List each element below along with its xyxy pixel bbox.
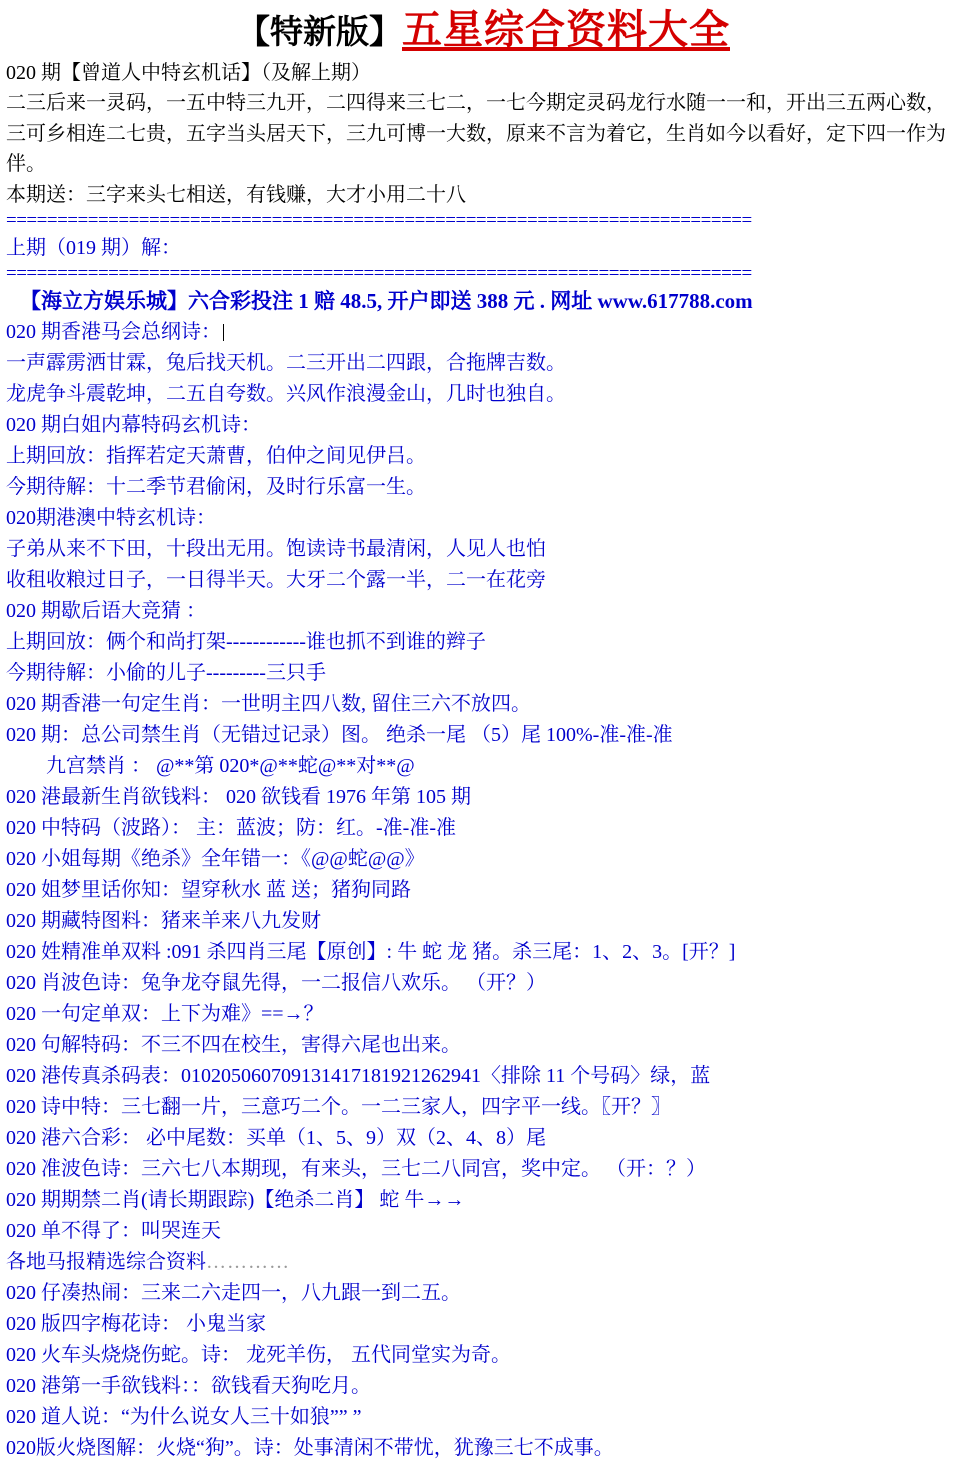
gangao-poem-title: 020期港澳中特玄机诗：: [6, 507, 216, 530]
dotted-filler: …………: [206, 1251, 290, 1274]
hk-general-poem-line-2: 龙虎争斗震乾坤，二五自夸数。兴风作浪漫金山，几时也独自。: [6, 383, 566, 406]
daoist-says: 020 道人说：“为什么说女人三十如狼”” ”: [6, 1406, 362, 1429]
previous-issue-heading: 上期（019 期）解：: [6, 236, 181, 259]
forbidden-two-zodiac: 020 期期禁二肖(请长期跟踪)【绝杀二肖】 蛇 牛→→: [6, 1189, 465, 1212]
poem-special-code: 020 诗中特：三七翻一片，三意巧二个。一二三家人，四字平一线。〖开？〗: [6, 1096, 671, 1119]
baijie-poem-previous: 上期回放：指挥若定天萧曹，伯仲之间见伊吕。: [6, 445, 426, 468]
accurate-wave-poem: 020 准波色诗：三六七八本期现，有来头，三七二八同宫，奖中定。 （开：？）: [6, 1158, 706, 1181]
separator-line-2: =========================================================================: [6, 263, 752, 285]
regional-horse-report-text: 各地马报精选综合资料: [6, 1251, 206, 1274]
promo-text: 【海立方娱乐城】六合彩投注 1 赔 48.5, 开户即送 388 元 . 网址 www.617788.com: [20, 288, 753, 313]
zodiac-wave-color-poem: 020 肖波色诗：兔争龙夺鼠先得，一二报信八欢乐。 （开？）: [6, 972, 546, 995]
main-poem: 二三后来一灵码，一五中特三九开，二四得来三七二，一七今期定灵码龙行水随一一和，开出三五两心数，三可乡相连二七贵，五字当头居天下，三九可博一大数，原来不言为着它，生肖如今以看好，定下四一作为伴。: [6, 92, 946, 176]
xing-odd-even-data: 020 姓精准单双料 :091 杀四肖三尾【原创】: 牛 蛇 龙 猪。杀三尾：1、2、3。[开？]: [6, 941, 736, 964]
zai-join-fun: 020 仔凑热闹：三来二六走四一，八九跟一到二五。: [6, 1282, 461, 1305]
one-sentence-zodiac: 020 期香港一句定生肖：一世明主四八数, 留住三六不放四。: [6, 693, 531, 716]
separator-line-1: =========================================================================: [6, 209, 752, 231]
baijie-poem-title: 020 期白姐内幕特码玄机诗：: [6, 414, 261, 437]
riddle-previous: 上期回放：俩个和尚打架------------谁也抓不到谁的辫子: [6, 631, 486, 654]
train-head-burn-snake: 020 火车头烧烧伤蛇。诗： 龙死羊伤， 五代同堂实为奇。: [6, 1344, 511, 1367]
company-forbidden-zodiac: 020 期：总公司禁生肖（无错过记录）图。 绝杀一尾 （5）尾 100%-准-准-准: [6, 724, 673, 747]
page-title: [6, 4, 961, 58]
title-bracket-text: 【特新版】: [237, 15, 402, 51]
text-cursor: [223, 324, 224, 341]
four-char-plum-poem: 020 版四字梅花诗： 小鬼当家: [6, 1313, 266, 1336]
riddle-current: 今期待解：小偷的儿子---------三只手: [6, 662, 326, 685]
hk-fax-kill-code-table: 020 港传真杀码表：010205060709131417181921262941〈排除 11 个号码〉绿，蓝: [6, 1065, 711, 1088]
xiaojie-kill-zodiac: 020 小姐每期《绝杀》全年错一：《@@蛇@@》: [6, 848, 425, 871]
jie-dream-hint: 020 姐梦里话你知：望穿秋水 蓝 送；猪狗同路: [6, 879, 411, 902]
hk-general-poem-title: [6, 317, 961, 348]
jiugong-forbidden-zodiac-text: 九宫禁肖 ： @**第 020*@**蛇@**对**@: [46, 755, 415, 778]
gangao-poem-line-2: 收租收粮过日子，一日得半天。大牙二个露一半，二一在花旁: [6, 569, 546, 592]
hk-general-poem-line-1: 一声霹雳洒甘霖，兔后找天机。二三开出二四跟，合拖牌吉数。: [6, 352, 566, 375]
special-code-wave: 020 中特码（波路）： 主：蓝波；防：红。-准-准-准: [6, 817, 456, 840]
hk-latest-money-zodiac: 020 港最新生肖欲钱料： 020 欲钱看 1976 年第 105 期: [6, 786, 471, 809]
current-issue-send: 本期送：三字来头七相送，有钱赚，大才小用二十八: [6, 183, 466, 206]
jiugong-forbidden-zodiac: [6, 751, 961, 782]
promo-banner[interactable]: [6, 286, 961, 318]
issue-heading: 020 期【曾道人中特玄机话】（及解上期）: [6, 62, 371, 84]
one-sentence-odd-even: 020 一句定单双：上下为难》==→？: [6, 1003, 324, 1026]
hidden-special-picture: 020 期藏特图料：猪来羊来八九发财: [6, 910, 321, 933]
hk-first-hand-money: 020 港第一手欲钱料：：欲钱看天狗吃月。: [6, 1375, 371, 1398]
riddle-title: 020 期歇后语大竞猜 ：: [6, 600, 206, 623]
hk-general-poem-title-text: 020 期香港马会总纲诗：: [6, 321, 221, 344]
gangao-poem-line-1: 子弟从来不下田，十段出无用。饱读诗书最清闲，人见人也怕: [6, 538, 546, 561]
baijie-poem-current: 今期待解：十二季节君偷闲，及时行乐富一生。: [6, 476, 426, 499]
regional-horse-report: [6, 1247, 961, 1278]
title-main-text: 五星综合资料大全: [402, 7, 730, 52]
fire-burn-picture-explain: 020版火烧图解：火烧“狗”。诗：处事清闲不带忧，犹豫三七不成事。: [6, 1437, 614, 1460]
hk-mark-six: 020 港六合彩： 必中尾数：买单（1、5、9）双（2、4、8）尾: [6, 1127, 546, 1150]
sentence-explain-code: 020 句解特码：不三不四在校生，害得六尾也出来。: [6, 1034, 461, 1057]
single-unbelievable: 020 单不得了：叫哭连天: [6, 1220, 221, 1243]
